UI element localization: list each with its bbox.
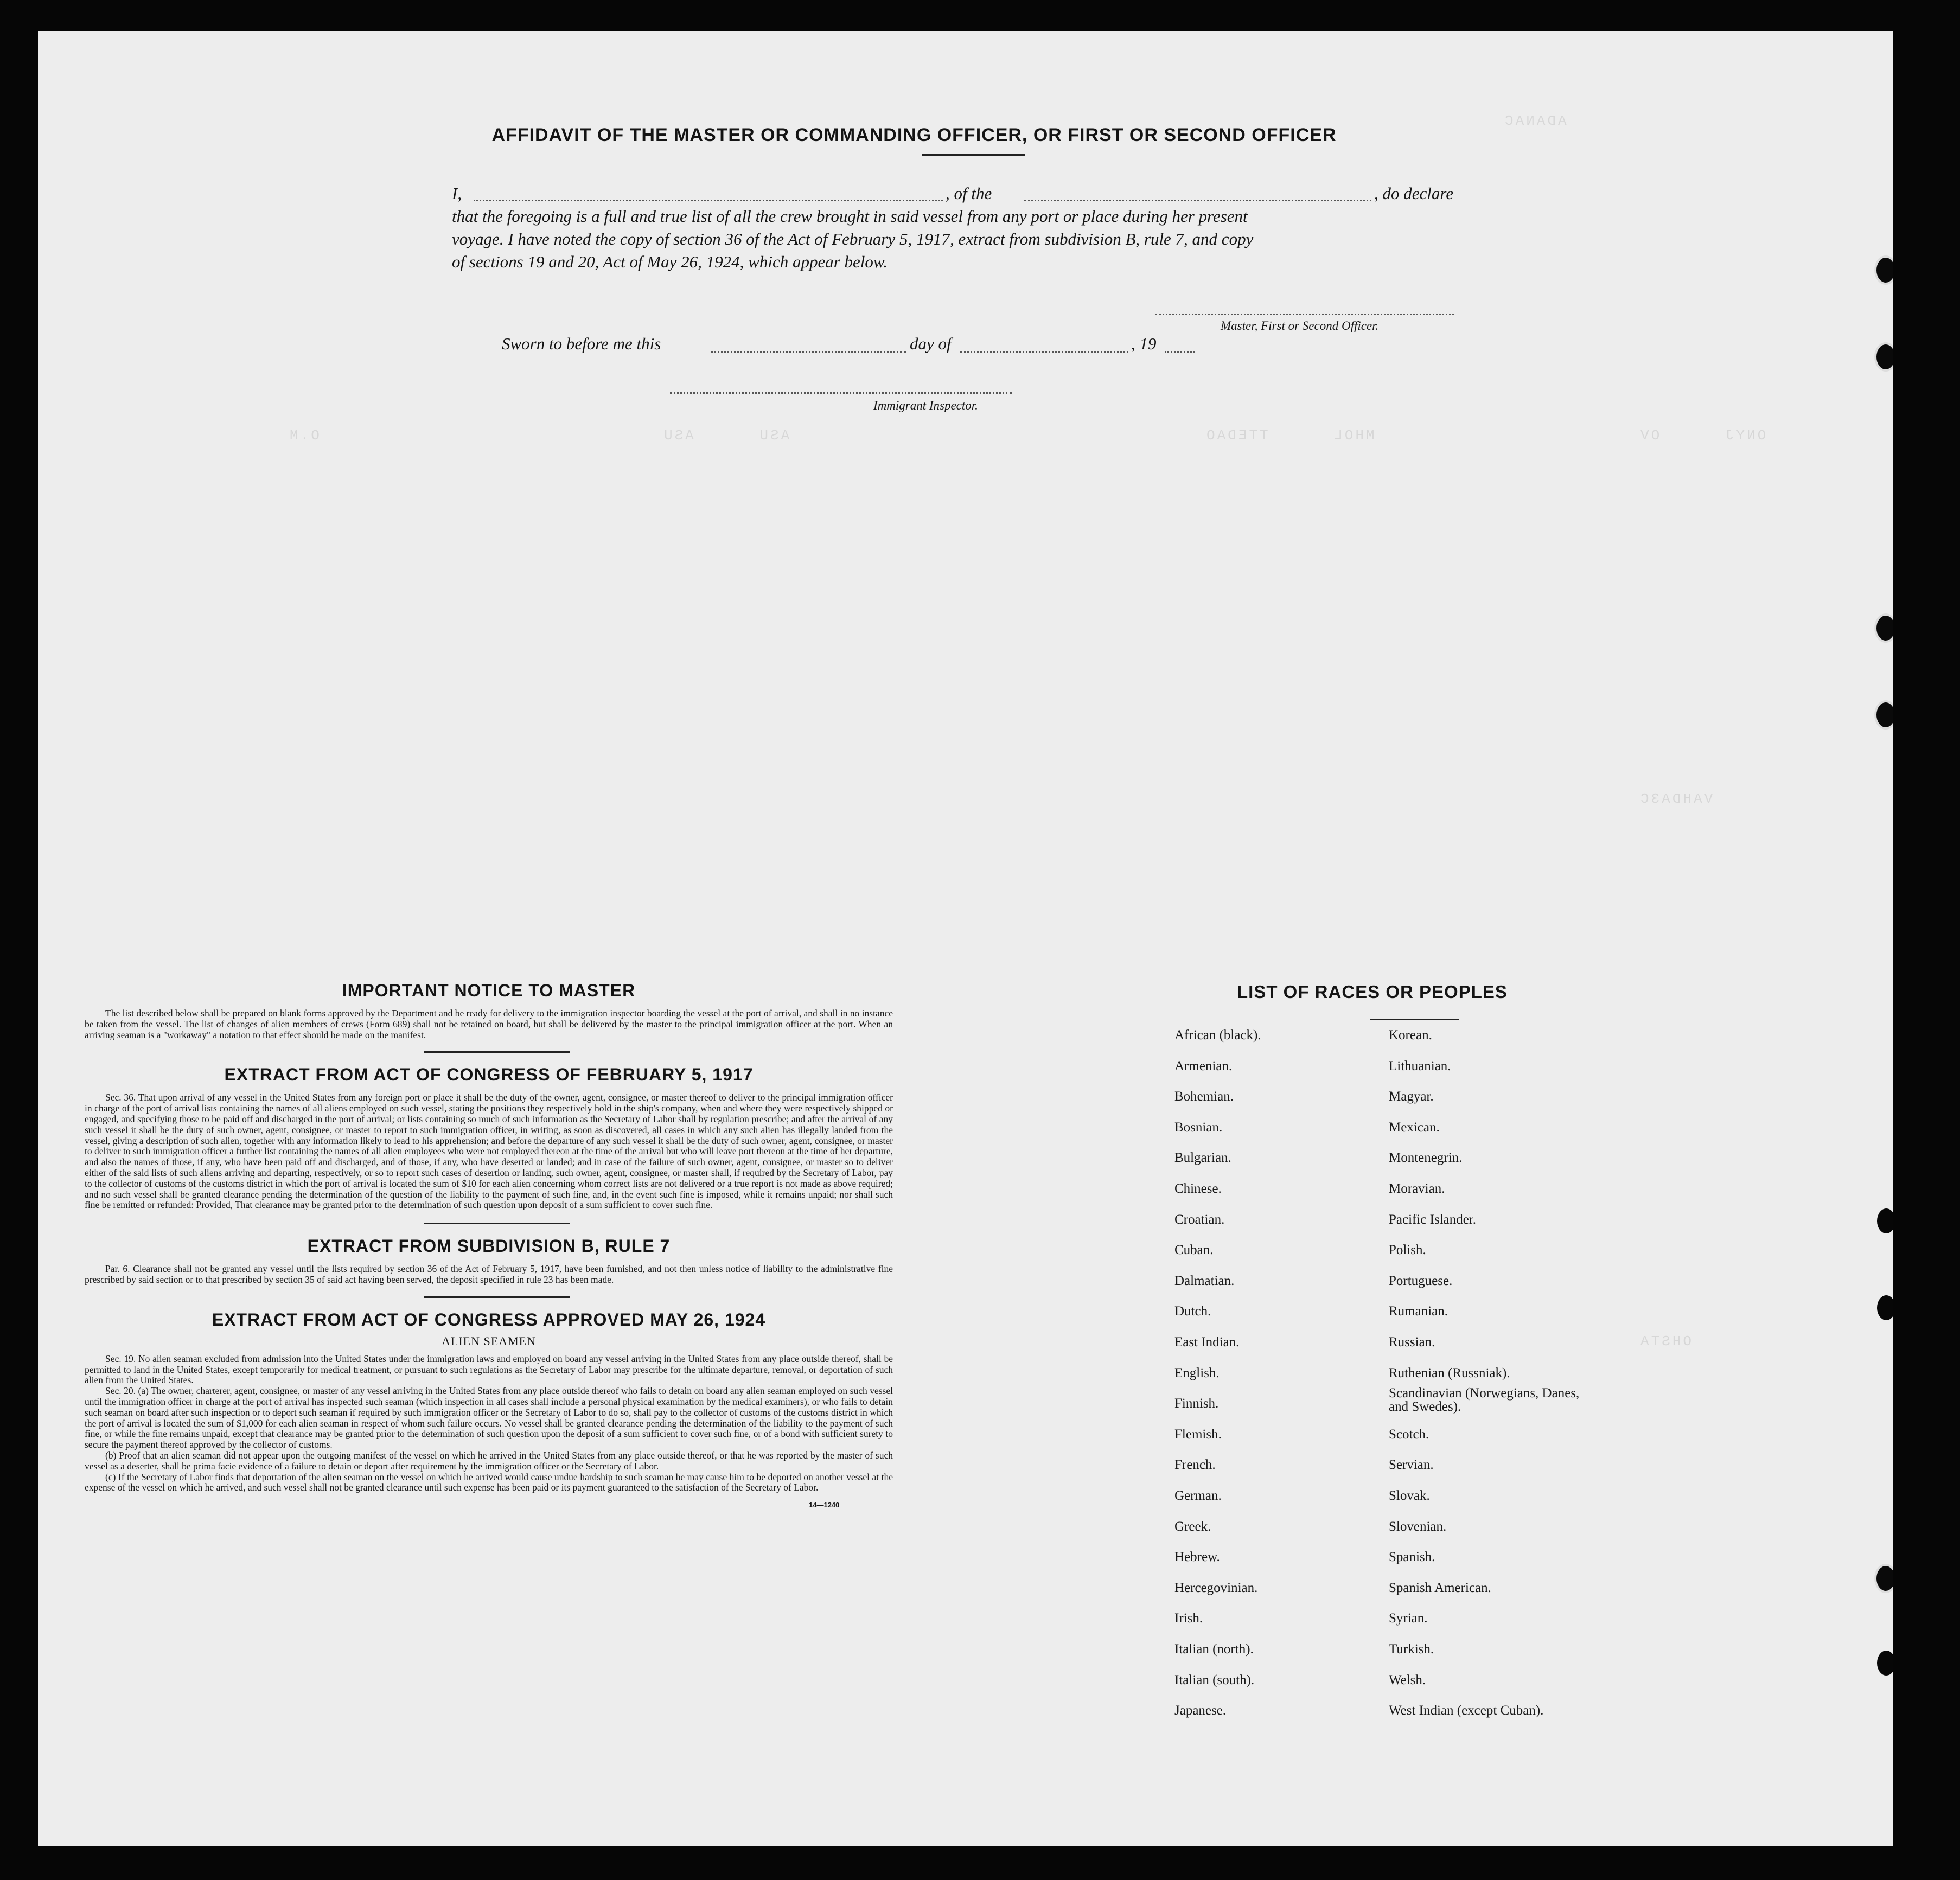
- race-item: Slovenian.: [1389, 1519, 1447, 1534]
- master-signature-field[interactable]: [1155, 314, 1454, 315]
- divider: [424, 1223, 570, 1224]
- declarant-name-field[interactable]: [474, 200, 943, 201]
- affidavit-title: AFFIDAVIT OF THE MASTER OR COMMANDING OFFICER, OR FIRST OR SECOND OFFICER: [491, 125, 1337, 145]
- race-item: Magyar.: [1389, 1089, 1434, 1104]
- sworn-line: [502, 334, 1261, 358]
- alien-seamen-subtitle: ALIEN SEAMEN: [442, 1334, 536, 1348]
- vessel-label: , of the: [946, 184, 992, 203]
- extract-1917-body: Sec. 36. That upon arrival of any vessel in the United States from any foreign port or place it shall be the duty of the owner, agent, consignee, or master thereof to deliver to the principal immigration officer in charge of the port of arrival lists containing the names of all aliens employed on such vessel, stating the positions they respectively hold in the ship's company, when and where they were respectively shipped or engaged, and specifying those to be paid off and discharged in the port of arrival; or lists containing so much of such information as the Secretary of Labor shall by regulation prescribe; and after the arrival of any such vessel it shall be the duty of such owner, agent, consignee, or master to report to such immigration officer, in writing, as soon as discovered, all cases in which any such alien has illegally landed from the vessel, giving a description of such alien, together with any information likely to lead to his apprehension; and before the departure of any such vessel it shall be the duty of such owner, agent, consignee, or master to deliver to such immigration officer a further list containing the names of all alien employees who were not employed thereon at the time of the arrival but who will leave port thereon at the time of her departure, and also the names of those, if any, who have been paid off and discharged, and of those, if any, who have deserted or landed; and in case of the failure of such owner, agent, consignee, or master so to deliver either of the said lists of such aliens arriving and departing, respectively, or so to report such cases of desertion or landing, such owner, agent, consignee, or master shall, if required by the Secretary of Labor, pay to the collector of customs of the customs district in which the port of arrival is located the sum of $10 for each alien concerning whom correct lists are not delivered or a true report is not made as above required; and no such vessel shall be granted clearance pending the determination of the question of the liability to the payment of such fine, and, in the event such fine is imposed, while it remains unpaid; nor shall such fine be remitted or refunded: Provided, That clearance may be granted prior to the determination of such question upon deposit of a sum sufficient to cover such fine.: [85, 1092, 893, 1211]
- sworn-year-field[interactable]: [1165, 351, 1195, 353]
- race-item: Dalmatian.: [1174, 1273, 1235, 1288]
- race-item: Italian (north).: [1174, 1642, 1254, 1657]
- sec-19: Sec. 19. No alien seaman excluded from admission into the United States under the immigration laws and employed on board any vessel arriving in the United States from any place outside thereof, shall be permitted to land in the United States, except temporarily for medical treatment, or pursuant to such regulations as the Secretary of Labor may prescribe for the ultimate departure, removal, or deportation of such alien from the United States.: [85, 1353, 893, 1386]
- binder-hole: [1874, 342, 1893, 372]
- binder-hole: [1874, 255, 1893, 285]
- declaration-line: that the foregoing is a full and true list of all the crew brought in said vessel from any port or place during her present: [452, 207, 1248, 226]
- race-item: Chinese.: [1174, 1181, 1222, 1196]
- race-item: Bulgarian.: [1174, 1150, 1231, 1166]
- race-item: Bosnian.: [1174, 1120, 1223, 1135]
- race-item: Greek.: [1174, 1519, 1211, 1534]
- race-item: Irish.: [1174, 1611, 1203, 1626]
- rule7-title: EXTRACT FROM SUBDIVISION B, RULE 7: [307, 1236, 671, 1256]
- affidavit-declaration: [452, 182, 1542, 273]
- race-item: Dutch.: [1174, 1304, 1211, 1319]
- binder-hole: [1874, 1564, 1893, 1593]
- divider: [424, 1296, 570, 1298]
- declaration-line: voyage. I have noted the copy of section 36 of the Act of February 5, 1917, extract from subdivision B, rule 7, and copy: [452, 229, 1254, 248]
- race-item: Spanish.: [1389, 1550, 1435, 1565]
- race-item: Lithuanian.: [1389, 1058, 1451, 1073]
- race-item: Korean.: [1389, 1028, 1432, 1043]
- extract-1917-title: EXTRACT FROM ACT OF CONGRESS OF FEBRUARY 5, 1917: [224, 1065, 754, 1085]
- day-of-label: day of: [910, 334, 952, 353]
- declarant-label: I,: [452, 184, 462, 203]
- race-item: Spanish American.: [1389, 1580, 1491, 1595]
- form-number: 14—1240: [809, 1501, 840, 1510]
- notice-title: IMPORTANT NOTICE TO MASTER: [342, 981, 636, 1000]
- notices-column: [85, 981, 893, 1509]
- race-item: Armenian.: [1174, 1058, 1233, 1073]
- binder-hole: [1874, 700, 1893, 730]
- binder-hole: [1877, 1295, 1893, 1320]
- race-item: Syrian.: [1389, 1611, 1428, 1626]
- race-item: African (black).: [1174, 1028, 1261, 1043]
- year-label: , 19: [1131, 334, 1157, 353]
- divider: [922, 154, 1025, 156]
- race-item: Italian (south).: [1174, 1672, 1255, 1687]
- race-item: Turkish.: [1389, 1642, 1434, 1657]
- sec-20c: (c) If the Secretary of Labor finds that deportation of the alien seaman on the vessel on which he arrived would cause undue hardship to such seaman he may cause him to be deported on another vessel at the expense of the vessel on which he arrived, and such vessel shall not be granted clearance until such expense has been paid or its payment guaranteed to the satisfaction of the Secretary of Labor.: [85, 1471, 893, 1493]
- race-item: Hebrew.: [1174, 1550, 1220, 1565]
- race-item: Polish.: [1389, 1243, 1426, 1258]
- race-item: Finnish.: [1174, 1396, 1219, 1411]
- race-item: Bohemian.: [1174, 1089, 1234, 1104]
- race-item: Scotch.: [1389, 1427, 1429, 1442]
- race-item: Pacific Islander.: [1389, 1212, 1477, 1227]
- race-item: Slovak.: [1389, 1488, 1430, 1503]
- race-item: Welsh.: [1389, 1672, 1426, 1687]
- race-item: West Indian (except Cuban).: [1389, 1703, 1544, 1718]
- extract-1924-title: EXTRACT FROM ACT OF CONGRESS APPROVED MAY 26, 1924: [212, 1309, 766, 1329]
- binder-hole: [1877, 1651, 1893, 1676]
- divider: [424, 1051, 570, 1053]
- race-item: Hercegovinian.: [1174, 1580, 1258, 1595]
- race-item: Croatian.: [1174, 1212, 1225, 1227]
- race-item: Flemish.: [1174, 1427, 1222, 1442]
- notice-body: The list described below shall be prepared on blank forms approved by the Department and be ready for delivery to the immigration inspector boarding the vessel at the port of arrival, and shall in no instance be taken from the vessel. The list of changes of alien members of crews (Form 689) shall not be retained on board, but shall be delivered by the master to the principal immigration officer at the port. When an arriving seaman is a "workaway" a notation to that effect should be made on the manifest.: [85, 1008, 893, 1040]
- sworn-month-field[interactable]: [960, 351, 1128, 353]
- race-item: Servian.: [1389, 1457, 1434, 1473]
- race-item: French.: [1174, 1457, 1216, 1473]
- sworn-day-field[interactable]: [711, 351, 906, 353]
- race-item: Moravian.: [1389, 1181, 1445, 1196]
- race-item: Mexican.: [1389, 1120, 1440, 1135]
- race-item: Ruthenian (Russniak).: [1389, 1365, 1510, 1380]
- inspector-signature-label: Immigrant Inspector.: [873, 399, 978, 412]
- vessel-name-field[interactable]: [1024, 200, 1371, 201]
- race-item: East Indian.: [1174, 1335, 1240, 1350]
- declaration-line: of sections 19 and 20, Act of May 26, 1924, which appear below.: [452, 252, 888, 271]
- master-signature-label: Master, First or Second Officer.: [1221, 319, 1379, 332]
- document-page: ADANAC O.M ONYJ OV MHOL TTEDAO ASU ASU VAHDA3C OHSTA AFFIDAVIT OF THE MASTER OR COMMANDING OFFICER, OR FIRST OR SECOND OFFICER I, , of the , do declare that the foregoing is a full and true list of all the crew brought in said vessel from any port or place during her present voyage. I have noted the copy of section 36 of the Act of February 5, 1917, extract from subdivision B, rule 7, and copy of sections 19 and 20, Act of May 26, 1924, which appear below. Master, First or Second Officer. Sworn to before me this day of , 19 Immigrant Inspector. IMPORTANT NOTICE TO MASTER The list described below shall be prepared on blank forms approved by the Department and be ready for delivery to the immigration inspector boarding the vessel at the port of arrival, and shall in no instance be taken from the vessel. The list of changes of alien members of crews (Form 689) shall not be retained on board, but shall be delivered by the master to the principal immigration officer at the port. When an arriving seaman is a "workaway" a notation to that effect should be made on the manifest. EXTRACT FROM ACT OF CONGRESS OF FEBRUARY 5, 1917 Sec. 36. That upon arrival of any vessel in the United States from any foreign port or place it shall be the duty of the owner, agent, consignee, or master thereof to deliver to the principal immigration officer in charge of the port of arrival lists containing the names of all aliens employed on such vessel, stating the positions they respectively hold in the ship's company, when and where they were respectively shipped or engaged, and specifying those to be paid off and discharged in the port of arrival; or lists containing so much of such information as the Secretary of Labor shall by regulation prescribe; and after the arrival of any such vessel it shall be the duty of such owner, agent, consignee, or master to report to such immigration officer, in writing, as soon as discovered, all cases in which any such alien has illegally landed from the vessel, giving a description of such alien, together with any information likely to lead to his apprehension; and before the departure of any such vessel it shall be the duty of such owner, agent, consignee, or master to deliver to such immigration officer a further list containing the names of all alien employees who were not employed thereon at the time of the arrival but who will leave port thereon at the time of her departure, and also the names of those, if any, who have been paid off and discharged, and of those, if any, who have deserted or landed; and in case of the failure of such owner, agent, consignee, or master so to deliver either of the said lists of such aliens arriving and departing, respectively, or so to report such cases of desertion or landing, such owner, agent, consignee, or master shall, if required by the Secretary of Labor, pay to the collector of customs of the customs district in which the port of arrival is located the sum of $10 for each alien concerning whom correct lists are not delivered or a true report is not made as above required; and no such vessel shall be granted clearance pending the determination of the question of the liability to the payment of such fine, and, in the event such fine is imposed, while it remains unpaid; nor shall such fine be remitted or refunded: Provided, That clearance may be granted prior to the determination of such question upon deposit of a sum sufficient to cover such fine. EXTRACT FROM SUBDIVISION B, RULE 7 Par. 6. Clearance shall not be granted any vessel until the lists required by section 36 of the Act of February 5, 1917, have been furnished, and not then unless notice of liability to the administrative fine prescribed by said section or to that prescribed by section 35 of said act having been served, the deposit specified in rule 23 has been made. EXTRACT FROM ACT OF CONGRESS APPROVED MAY 26, 1924 ALIEN SEAMEN Sec. 19. No alien seaman excluded from admission into the United States under the immigration laws and employed on board any vessel arriving in the United States from any place outside thereof, shall be permitted to land in the United States, except temporarily for medical treatment, or pursuant to such regulations as the Secretary of Labor may prescribe for the ultimate departure, removal, or deportation of such alien from the United States. Sec. 20. (a) The owner, charterer, agent, consignee, or master of any vessel arriving in the United States from any place outside thereof who fails to detain on board any alien seaman employed on such vessel until the immigration officer in charge at the port of arrival has inspected such seaman (which inspection in all cases shall include a personal physical examination by the medical examiners), or who fails to detain such seaman on board after such inspection or to deport such seaman if required by such immigration officer or the Secretary of Labor to do so, shall pay to the collector of customs of the customs district in which the port of arrival is located the sum of $1,000 for each alien seaman in respect of whom such failure occurs. No vessel shall be granted clearance pending the determination of the liability to the payment of such fine, or while the fine remains unpaid, except that clearance may be granted prior to the determination of such question upon the deposit of a sum sufficient to cover such fine, or of a bond with sufficient surety to secure the payment thereof approved by the collector of customs. (b) Proof that an alien seaman did not appear upon the outgoing manifest of the vessel on which he arrived in the United States from any place outside thereof, or that he was reported by the master of such vessel as a deserter, shall be prima facie evidence of a failure to detain or deport after requirement by the immigration officer or the Secretary of Labor. (c) If the Secretary of Labor finds that deportation of the alien seaman on the vessel on which he arrived would cause undue hardship to such seaman he may cause him to be deported on another vessel at the expense of the vessel on which he arrived, and such vessel shall not be granted clearance until such expense has been paid or its payment guaranteed to the satisfaction of the Secretary of Labor. 14—1240 LIST OF RACES OR PEOPLES African (black). Armenian. Bohemian. Bosnian. Bulgarian. Chinese. Croatian. Cuban. Dalmatian. Dutch. East Indian. English. Finnish. Flemish. French. German. Greek. Hebrew. Hercegovinian. Irish. Italian (north). Italian (south). Japanese. Korean. Lithuanian. Magyar. Mexican. Montenegrin. Moravian. Pacific Islander. Polish. Portuguese. Rumanian. Russian. Ruthenian (Russniak). Scandinavian (Norwegians, Danes, and Swedes). Scotch. Servian. Slovak. Slovenian. Spanish. Spanish American. Syrian. Turkish. Welsh. West Indian (except Cuban).: [38, 31, 1893, 1846]
- declare-label: , do declare: [1374, 184, 1454, 203]
- sec-20a: Sec. 20. (a) The owner, charterer, agent, consignee, or master of any vessel arriving in the United States from any place outside thereof who fails to detain on board any alien seaman employed on such vessel until the immigration officer in charge at the port of arrival has inspected such seaman (which inspection in all cases shall include a personal physical examination by the medical examiners), or who fails to detain such seaman on board after such inspection or to deport such seaman if required by such immigration officer or the Secretary of Labor to do so, shall pay to the collector of customs of the customs district in which the port of arrival is located the sum of $1,000 for each alien seaman in respect of whom such failure occurs. No vessel shall be granted clearance pending the determination of the liability to the payment of such fine, or while the fine remains unpaid, except that clearance may be granted prior to the determination of such question upon the deposit of a sum sufficient to cover such fine, or of a bond with sufficient surety to secure the payment thereof approved by the collector of customs.: [85, 1385, 893, 1450]
- sworn-label: Sworn to before me this: [502, 334, 661, 353]
- race-item: Russian.: [1389, 1335, 1435, 1350]
- inspector-signature-field[interactable]: [670, 392, 1012, 394]
- race-item: Japanese.: [1174, 1703, 1227, 1718]
- race-item: Rumanian.: [1389, 1304, 1448, 1319]
- races-title: LIST OF RACES OR PEOPLES: [1237, 982, 1508, 1002]
- extract-1924-body: [85, 1354, 893, 1493]
- race-item: English.: [1174, 1365, 1220, 1380]
- race-item: Montenegrin.: [1389, 1150, 1463, 1166]
- sec-20b: (b) Proof that an alien seaman did not appear upon the outgoing manifest of the vessel on which he arrived in the United States from any place outside thereof, or that he was reported by the master of such vessel as a deserter, shall be prima facie evidence of a failure to detain or deport after requirement by the immigration officer or the Secretary of Labor.: [85, 1449, 893, 1472]
- binder-hole: [1874, 613, 1893, 643]
- divider: [1370, 1019, 1459, 1020]
- binder-hole: [1877, 1208, 1893, 1233]
- race-item: Cuban.: [1174, 1243, 1214, 1258]
- race-item: Portuguese.: [1389, 1273, 1453, 1288]
- race-item: Scandinavian (Norwegians, Danes, and Swedes).: [1389, 1386, 1580, 1415]
- race-item: German.: [1174, 1488, 1222, 1503]
- rule7-body: Par. 6. Clearance shall not be granted any vessel until the lists required by section 36 of the Act of February 5, 1917, have been furnished, and not then unless notice of liability to the administrative fine prescribed by said section or to that prescribed by section 35 of said act having been served, the deposit specified in rule 23 has been made.: [85, 1263, 893, 1285]
